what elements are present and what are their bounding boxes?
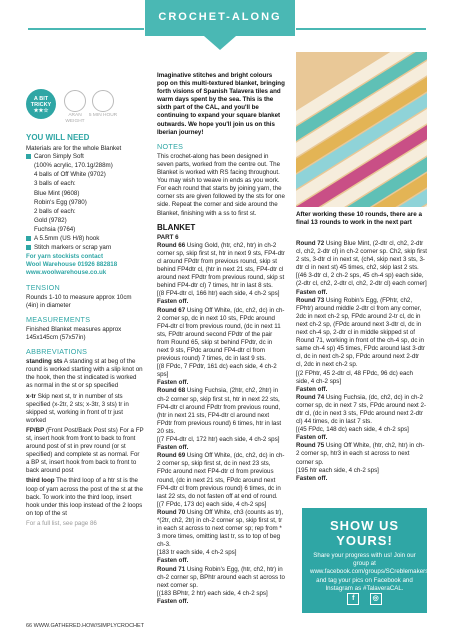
blanket-heading: BLANKET [157,222,196,232]
round-66-count: [(8 FP4-dtr cl, 166 htr) each side, 4 ch-2 sps] [157,290,280,298]
measurements-heading: MEASUREMENTS [26,314,91,324]
blanket-photo [296,52,427,207]
part-heading: PART 6 [157,233,179,241]
list-item: 4 balls of Off White (9702) [34,171,106,179]
list-item: Caron Simply Soft [26,153,144,161]
yarn-weight-label: ARAN WEIGHT [65,113,85,124]
clock-icon [92,90,114,112]
round-66-fasten: Fasten off. [157,298,189,306]
difficulty-stars: ★★☆ [33,108,49,114]
pattern-column [157,72,285,606]
abbrev-third-loop: third loop The third loop of a htr st is the loop of yarn across the post of the st at the back. To work into the third loop, insert hook under this loop instead of the 2 loops on top of the st [26,477,143,517]
abbreviations-heading: ABBREVIATIONS [26,347,88,357]
round-74-count: [(45 FPdc, 148 dc) each side, 4 ch-2 sps] [296,426,409,434]
round-75-fasten: Fasten off. [296,474,328,482]
stockist-phone: Wool Warehouse 01926 882818 [26,261,118,269]
notes-heading: NOTES [157,141,184,151]
you-will-need-heading: YOU WILL NEED [26,133,90,142]
bullet-icon [26,236,31,241]
list-item: Robin's Egg (9780) [34,198,87,206]
banner-tail [204,36,236,50]
abbrev-standing: standing sts A standing st at beg of the round is worked starting with a slip knot on the hook, then the st indicated is worked as normal in the st or sp specified [26,358,143,390]
round-70: Round 70 Using Off White, ch3 (counts as tr), *(2tr, ch2, 2tr) in ch-2 corner sp, skip first st, tr in each st across to next corner sp; rep from * 3 more times, omitting last tr, ss to top of beg ch-3. [157,508,284,549]
stockist-url[interactable]: www.woolwarehouse.co.uk [26,269,107,277]
tension-text: Rounds 1-10 to measure approx 10cm (4in) in diameter [26,293,132,309]
round-67: Round 67 Using Off White, (dc, ch2, dc) in ch-2 corner sp, dc in next 10 sts, FPdc around FP4-dtr cl from previous round, (dc in next 11 sts, FPdtr around second FPdtr of the pair from Round 65, skip st behind FPdtr, dc in next 9 sts, FPdc around FP4-dtr cl from previous round) 7 times, dc in last 9 sts. [157,306,285,363]
abbrev-fpbp: FP/BP (Front Post/Back Post sts) For a FP st, insert hook from front to back to front around post of st in prev round (or st specified) and complete st as normal. For a BP st, insert hook from back to front to back around post [26,426,144,475]
list-item: Gold (9782) [34,216,67,224]
round-72-fasten: Fasten off. [296,288,328,296]
banner-title: CROCHET-ALONG [158,11,282,23]
show-us-yours-box [302,508,427,613]
social-icons [302,587,427,605]
round-71: Round 71 Using Robin's Egg, (htr, ch2, htr) in ch-2 corner sp, BPhtr around each st across to next corner sp. [157,565,285,589]
header-rule-left [28,28,144,30]
round-75-count: [195 htr each side, 4 ch-2 sps] [296,466,379,474]
list-item: 3 balls of each: [34,180,76,188]
round-69: Round 69 Using Off White, (dc, ch2, dc) in ch-2 corner sp, skip first st, dc in next 23 sts, FPdc around next FP4-dtr cl from previous round, (dc in next 21 sts, FPdc around next FP4-dtr cl from previous round) 6 times, dc in last 22 sts, do not fasten off at end of round. [157,452,285,500]
materials-intro: Materials are for the whole Blanket [26,145,122,153]
show-us-yours-title: SHOW US YOURS! [329,518,400,548]
round-69-count: [(7 FPdc, 173 dc) each side, 4 ch-2 sps] [157,500,267,508]
list-item: Fuchsia (9764) [34,225,76,233]
difficulty-badge [26,89,56,119]
facebook-icon[interactable]: f [347,593,359,605]
round-71-count: [(183 BPhtr, 2 htr) each side, 4 ch-2 sps] [157,589,268,597]
materials-list [26,153,144,252]
round-67-fasten: Fasten off. [157,379,189,387]
header-rule-right [296,28,426,30]
notes-text: This crochet-along has been designed in seven parts, worked from the centre out. The Blanket is worked with RS facing throughout. You may wish to weave in ends as you work. For each round that starts by joining yarn, the corner sts are given followed by the sts for one side. Repeat the corner and side around the Blanket, finishing with a ss to first st. [157,152,285,217]
time-label: 5 MIN HOUR [88,113,118,118]
round-73-fasten: Fasten off. [296,385,328,393]
round-72: Round 72 Using Blue Mint, (2-dtr cl, ch2, 2-dtr cl, ch2, 2-dtr cl) in ch-2 corner sp. Ch2, skip first 2 sts, 3-dtr cl in next st, (ch4, skip next 3 sts, 3-dtr cl in next st) 45 times, ch2, skip last 2 sts. [296,240,428,272]
round-70-fasten: Fasten off. [157,557,189,565]
difficulty-line1: A BIT [33,96,49,102]
round-74: Round 74 Using Fuchsia, (dc, ch2, dc) in ch-2 corner sp, dc in next 7 sts, FPdc around next 2-dtr cl, (dc in next 3 sts, FPdc around next 2-dtr cl) 44 times, dc in last 7 sts. [296,393,427,426]
page-footer: 66 WWW.GATHERED.HOW/SIMPLYCROCHET [26,623,145,629]
pattern-column-right [296,240,427,483]
round-71-fasten: Fasten off. [157,597,189,605]
list-item: (100% acrylic, 170.1g/288m) [34,162,113,170]
measurements-text: Finished Blanket measures approx 145x145cm (57x57in) [26,325,122,341]
difficulty-line2: TRICKY [30,102,52,108]
tension-heading: TENSION [26,282,61,292]
round-68-count: [(7 FP4-dtr cl, 172 htr) each side, 4 ch-2 sps] [157,436,280,444]
abbrev-xtr: x-tr Skip next st, tr in number of sts specified (x-2tr, 2 sts; x-3tr, 3 sts) tr in skipped st, working in front of tr just worked [26,392,129,424]
round-68-fasten: Fasten off. [157,444,189,452]
round-73-count: [(2 FPhtr, 45 2-dtr cl, 48 FPdc, 96 dc) each side, 4 ch-2 sps] [296,369,413,385]
yarn-weight-icon [64,90,86,112]
list-item: 2 balls of each: [34,207,76,215]
round-75: Round 75 Using Off White, (htr, ch2, htr) in ch-2 corner sp, htr3 in each st across to next corner sp. [296,442,425,466]
abbrev-more-link[interactable]: For a full list, see page 86 [26,519,97,527]
stockists-text: For yarn stockists contact [26,253,104,261]
list-item: Stitch markers or scrap yarn [26,244,144,252]
round-74-fasten: Fasten off. [296,434,328,442]
show-us-yours-text: Share your progress with us! Join our group at www.facebook.com/groups/SCreblemakers and tag your pics on Facebook and Instagram as #TalaveraCAL. [310,552,429,592]
bullet-icon [26,245,31,250]
round-68: Round 68 Using Fuchsia, (2htr, ch2, 2htr) in ch-2 corner sp, skip first st, htr in next 22 sts, FP4-dtr cl around FPdtr from previous round, (htr in next 21 sts, FP4-dtr cl around next FPdtr from previous round) 6 times, htr in last 20 sts. [157,387,282,435]
photo-caption: After working these 10 rounds, there are a final 13 rounds to work in the next part [296,211,422,226]
round-72-count: [(46 3-dtr cl, 2 ch-2 sps, 45 ch-4 sp) each side, (2-dtr cl, ch2, 2-dtr cl, ch2, 2-dtr cl) each corner] [296,272,427,288]
instagram-icon[interactable]: ◎ [370,593,382,605]
round-70-count: [183 tr each side, 4 ch-2 sps] [157,549,237,557]
bullet-icon [26,154,31,159]
round-67-count: [(8 FPdc, 7 FPdtr, 161 dc) each side, 4 ch-2 sps] [157,363,277,379]
list-item: A 5.5mm (US H/8) hook [26,235,144,243]
materials-column [26,134,144,532]
list-item: Blue Mint (9608) [34,189,80,197]
round-66: Round 66 Using Gold, (htr, ch2, htr) in ch-2 corner sp, skip first st, htr in next 9 sts, FP4-dtr cl around FPdtr from previous round, skip st behind FP4dtr cl, (htr in next 21 sts, FP4-dtr cl around next FPdtr from previous round, skip st behind FP4-dtr cl) 7 times, htr in last 8 sts. [157,241,285,290]
round-73: Round 73 Using Robin's Egg, (FPhtr, ch2, FPhtr) around middle 2-dtr cl from any corner, 2dc in next ch-2 sp, FPdc around 2-tr cl, dc in next ch-2 sp, (FPdc around next 3-dtr cl, dc in next ch-4 sp, 2-dtr cl in middle skipped st of Round 71, working in front of the ch-4 sp, dc in same ch-4 sp) 45 times, FPdc around last 3-dtr cl, dc in next ch-2 sp, FPdc around next 2-dtr cl, 2dc in next ch-2 sp. [296,296,425,369]
intro-text: Imaginative stitches and bright colours pop on this multi-textured blanket, bringing forth visions of Spanish Talavera tiles and warm days spent by the sea. This is the sixth part of the CAL, and you'll be continuing to expand your square blanket outwards. We hope you'll join us on this Iberian journey! [157,72,285,136]
section-banner [145,0,295,52]
